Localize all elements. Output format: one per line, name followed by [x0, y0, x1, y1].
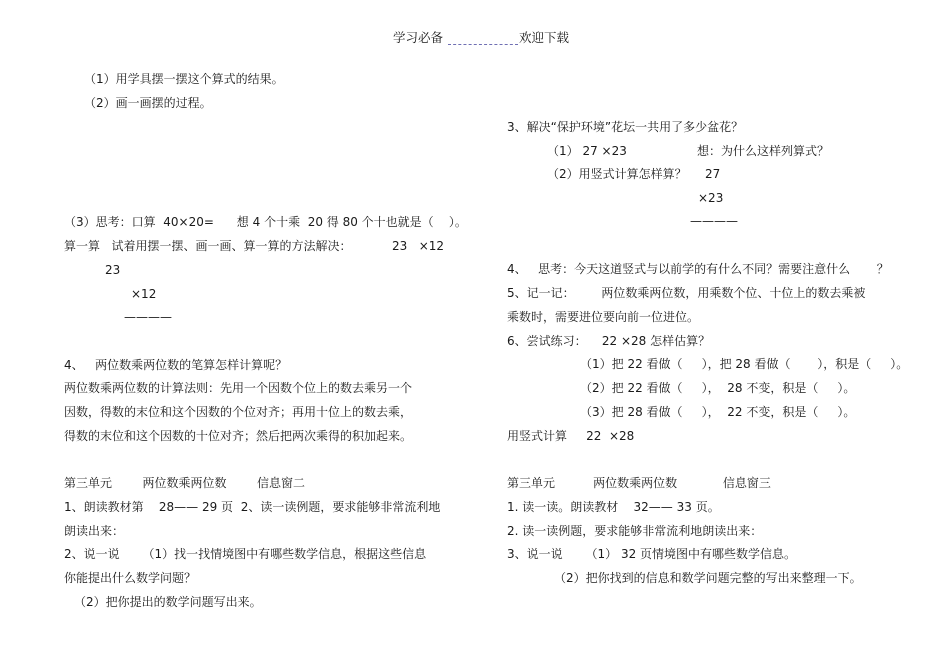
right-line-15: 1. 读一读。朗读教材 32—— 33 页。	[507, 500, 720, 514]
right-line-8: 乘数时，需要进位要向前一位进位。	[507, 310, 700, 324]
left-line-12: 第三单元 两位数乘两位数 信息窗二	[64, 476, 306, 490]
left-line-4: 算一算 试着用摆一摆、画一画、算一算的方法解决：	[64, 239, 352, 253]
left-line-8: 4、 两位数乘两位数的笔算怎样计算呢？	[64, 358, 288, 372]
right-line-3b: 27	[705, 167, 721, 181]
right-line-2b: 想：为什么这样列算式？	[697, 144, 830, 158]
right-line-9: 6、尝试练习： 22 ×28 怎样估算？	[507, 334, 711, 348]
right-line-16: 2. 读一读例题，要求能够非常流利地朗读出来：	[507, 524, 763, 538]
left-line-16: 你能提出什么数学问题？	[64, 571, 197, 585]
left-line-3: （3）思考：口算 40×20= 想 4 个十乘 20 得 80 个十也就是（ ）。	[64, 215, 467, 229]
left-line-6: ×12	[131, 287, 157, 301]
left-line-15: 2、说一说 （1）找一找情境图中有哪些数学信息，根据这些信息	[64, 547, 427, 561]
right-line-17: 3、说一说 （1） 32 页情境图中有哪些数学信息。	[507, 547, 797, 561]
header-right: 欢迎下载	[519, 30, 570, 45]
left-line-14: 朗读出来：	[64, 524, 125, 538]
right-line-14: 第三单元 两位数乘两位数 信息窗三	[507, 476, 771, 490]
left-line-9: 两位数乘两位数的计算法则：先用一个因数个位上的数去乘另一个	[64, 381, 413, 395]
left-line-7: ————	[124, 310, 172, 324]
right-line-18: （2）把你找到的信息和数学问题完整的写出来整理一下。	[554, 571, 862, 585]
left-line-11: 得数的末位和这个因数的十位对齐；然后把两次乘得的积加起来。	[64, 429, 413, 443]
right-line-4: ×23	[698, 191, 724, 205]
header-left: 学习必备	[393, 30, 444, 45]
left-line-4b: 23 ×12	[392, 239, 445, 253]
right-line-7: 5、记一记： 两位数乘两位数，用乘数个位、十位上的数去乘被	[507, 286, 866, 300]
left-line-10: 因数，得数的末位和这个因数的个位对齐；再用十位上的数去乘，	[64, 405, 413, 419]
header-divider	[448, 44, 518, 45]
left-line-1: （1）用学具摆一摆这个算式的结果。	[84, 72, 284, 86]
right-line-2: （1） 27 ×23	[547, 144, 627, 158]
right-line-13: 用竖式计算 22 ×28	[507, 429, 635, 443]
left-line-13: 1、朗读教材第 28—— 29 页 2、读一读例题，要求能够非常流利地	[64, 500, 441, 514]
right-line-1: 3、解决“保护环境”花坛一共用了多少盆花？	[507, 120, 744, 134]
right-line-3: （2）用竖式计算怎样算？	[547, 167, 687, 181]
left-line-2: （2）画一画摆的过程。	[84, 96, 212, 110]
left-line-5: 23	[105, 263, 121, 277]
right-line-12: （3）把 28 看做（ ）， 22 不变，积是（ ）。	[580, 405, 856, 419]
right-line-10: （1）把 22 看做（ ），把 28 看做（ ），积是（ ）。	[580, 357, 909, 371]
right-line-5: ————	[690, 214, 738, 228]
left-line-17: （2）把你提出的数学问题写出来。	[74, 595, 262, 609]
right-line-11: （2）把 22 看做（ ）， 28 不变，积是（ ）。	[580, 381, 856, 395]
right-line-6: 4、 思考：今天这道竖式与以前学的有什么不同？需要注意什么 ？	[507, 262, 889, 276]
